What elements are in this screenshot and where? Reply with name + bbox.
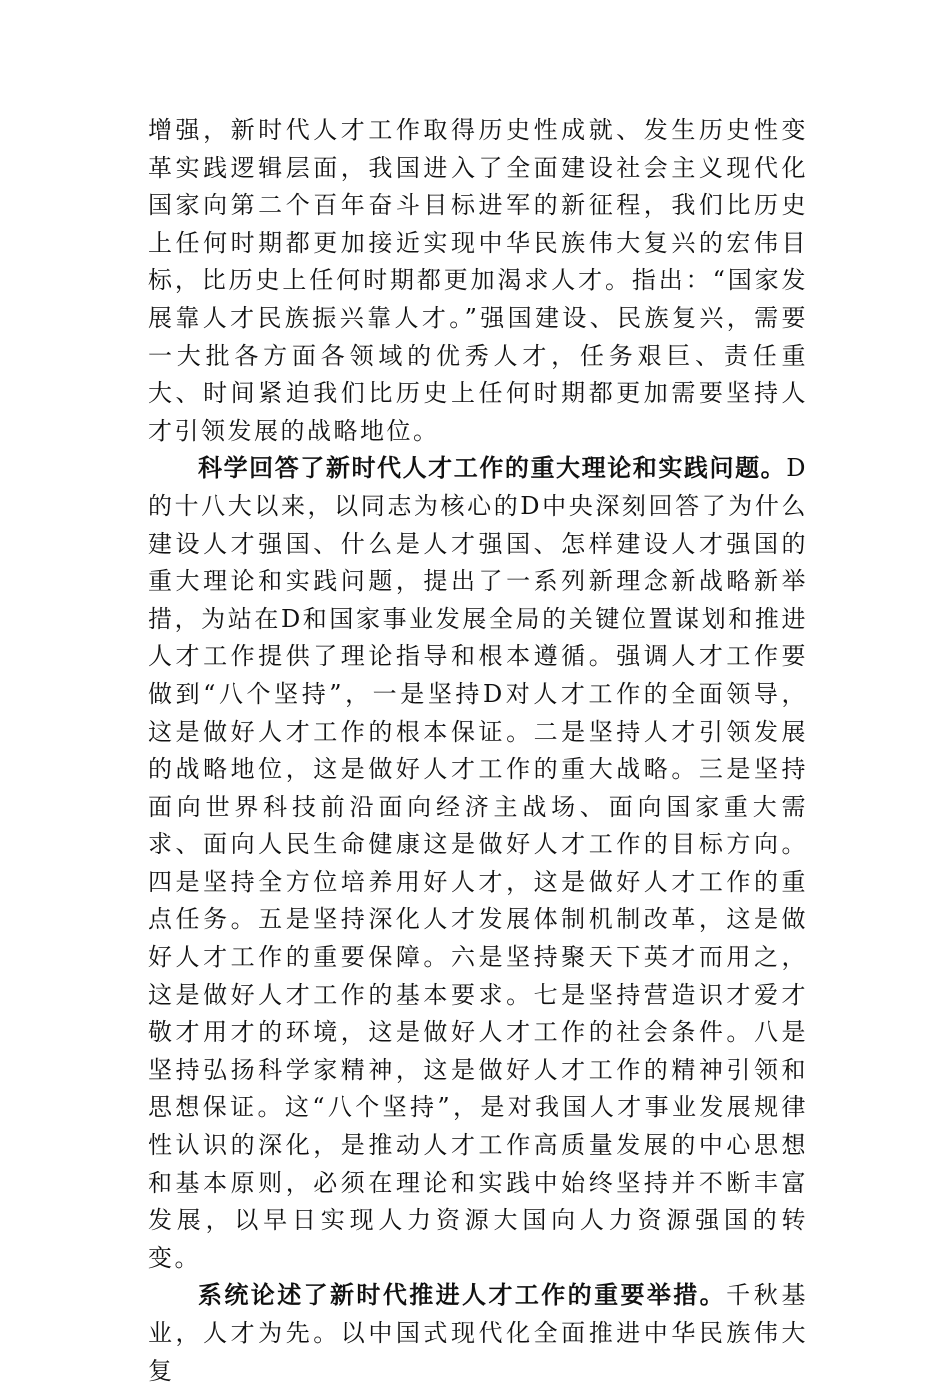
document-body bbox=[148, 112, 808, 1390]
paragraph-2-heading: 科学回答了新时代人才工作的重大理论和实践问题。 bbox=[198, 454, 787, 483]
paragraph-2-text: D的十八大以来，以同志为核心的D中央深刻回答了为什么建设人才强国、什么是人才强国、怎样建设人才强国的重大理论和实践问题，提出了一系列新理念新战略新举措，为站在D和国家事业发展全局的关键位置谋划和推进人才工作提供了理论指导和根本遵循。强调人才工作要做到“八个坚持”，一是坚持D对人才工作的全面领导，这是做好人才工作的根本保证。二是坚持人才引领发展的战略地位，这是做好人才工作的重大战略。三是坚持面向世界科技前沿面向经济主战场、面向国家重大需求、面向人民生命健康这是做好人才工作的目标方向。四是坚持全方位培养用好人才，这是做好人才工作的重点任务。五是坚持深化人才发展体制机制改革，这是做好人才工作的重要保障。六是坚持聚天下英才而用之，这是做好人才工作的基本要求。七是坚持营造识才爱才敬才用才的环境，这是做好人才工作的社会条件。八是坚持弘扬科学家精神，这是做好人才工作的精神引领和思想保证。这“八个坚持”，是对我国人才事业发展规律性认识的深化，是推动人才工作高质量发展的中心思想和基本原则，必须在理论和实践中始终坚持并不断丰富发展，以早日实现人力资源大国向人力资源强国的转变。 bbox=[148, 454, 808, 1272]
paragraph-1 bbox=[148, 112, 808, 450]
paragraph-3-heading: 系统论述了新时代推进人才工作的重要举措。 bbox=[198, 1281, 727, 1310]
paragraph-3-text: 千秋基业，人才为先。以中国式现代化全面推进中华民族伟大复 bbox=[148, 1281, 809, 1385]
paragraph-3 bbox=[148, 1277, 808, 1390]
paragraph-2 bbox=[148, 450, 808, 1277]
paragraph-1-text: 增强，新时代人才工作取得历史性成就、发生历史性变革实践逻辑层面，我国进入了全面建设社会主义现代化国家向第二个百年奋斗目标进军的新征程，我们比历史上任何时期都更加接近实现中华民族伟大复兴的宏伟目标，比历史上任何时期都更加渴求人才。指出：“国家发展靠人才民族振兴靠人才。”强国建设、民族复兴，需要一大批各方面各领域的优秀人才，任务艰巨、责任重大、时间紧迫我们比历史上任何时期都更加需要坚持人才引领发展的战略地位。 bbox=[148, 116, 808, 445]
